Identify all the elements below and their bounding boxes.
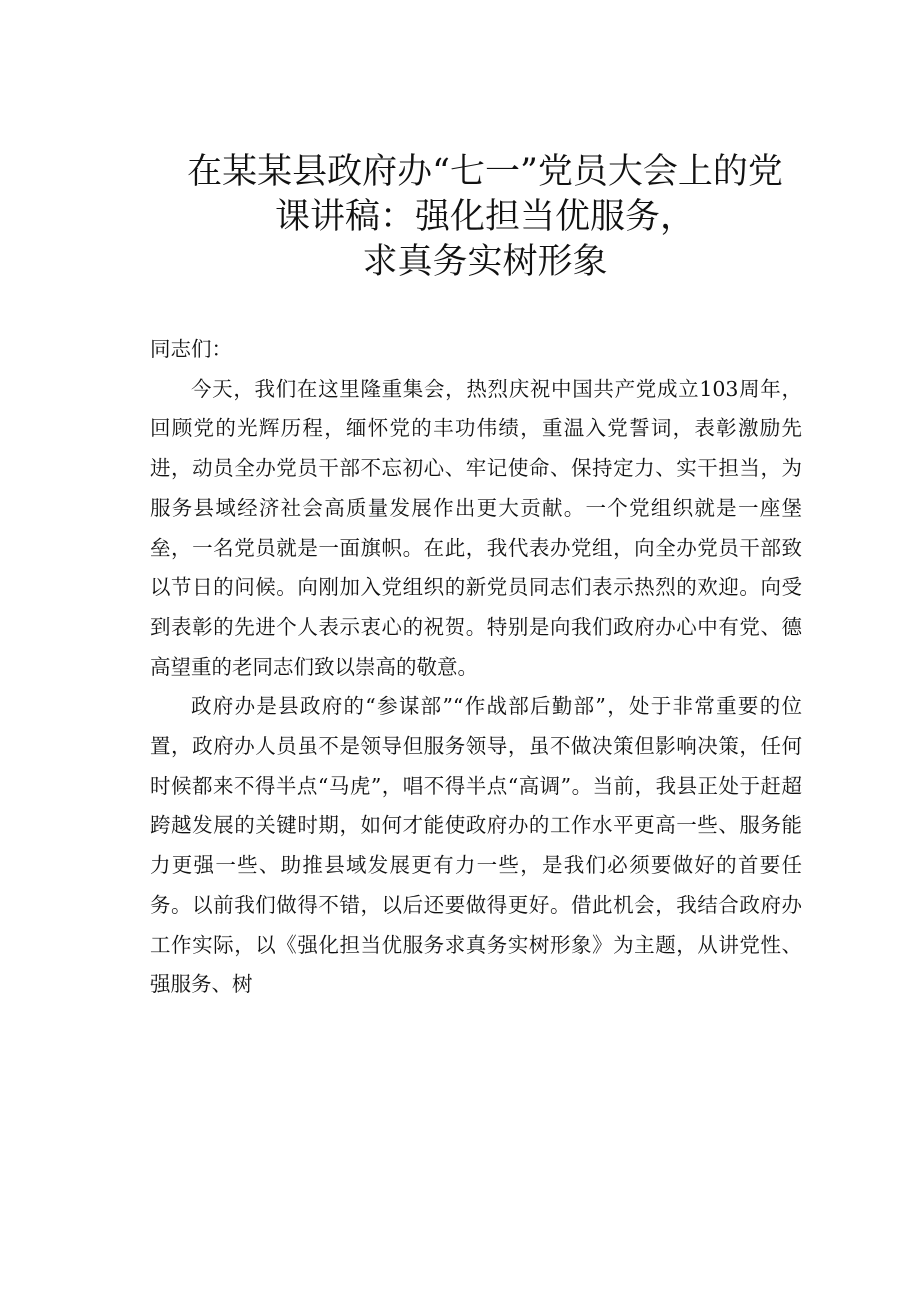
title-line-2: 课讲稿：强化担当优服务， xyxy=(274,197,695,237)
salutation: 同志们： xyxy=(150,337,232,361)
title-line-1: 在某某县政府办“七一”党员大会上的党 xyxy=(187,152,783,192)
document-title xyxy=(120,150,850,285)
paragraph-2: 政府办是县政府的“参谋部”“作战部后勤部”，处于非常重要的位置，政府办人员虽不是领导但服务领导，虽不做决策但影响决策，任何时候都来不得半点“马虎”，唱不得半点“高调”。当前，我县正处于赶超跨越发展的关键时期，如何才能使政府办的工作水平更高一些、服务能力更强一些、助推县域发展更有力一些，是我们必须要做好的首要任务。以前我们做得不错，以后还要做得更好。借此机会，我结合政府办工作实际，以《强化担当优服务求真务实树形象》为主题，从讲党性、强服务、树 xyxy=(150,694,802,997)
document-body xyxy=(150,330,802,1005)
paragraph-1: 今天，我们在这里隆重集会，热烈庆祝中国共产党成立103周年，回顾党的光辉历程，缅怀党的丰功伟绩，重温入党誓词，表彰激励先进，动员全办党员干部不忘初心、牢记使命、保持定力、实干担当，为服务县域经济社会高质量发展作出更大贡献。一个党组织就是一座堡垒，一名党员就是一面旗帜。在此，我代表办党组，向全办党员干部致以节日的问候。向刚加入党组织的新党员同志们表示热烈的欢迎。向受到表彰的先进个人表示衷心的祝贺。特别是向我们政府办心中有党、德高望重的老同志们致以崇高的敬意。 xyxy=(150,376,802,679)
title-line-3: 求真务实树形象 xyxy=(362,242,608,282)
